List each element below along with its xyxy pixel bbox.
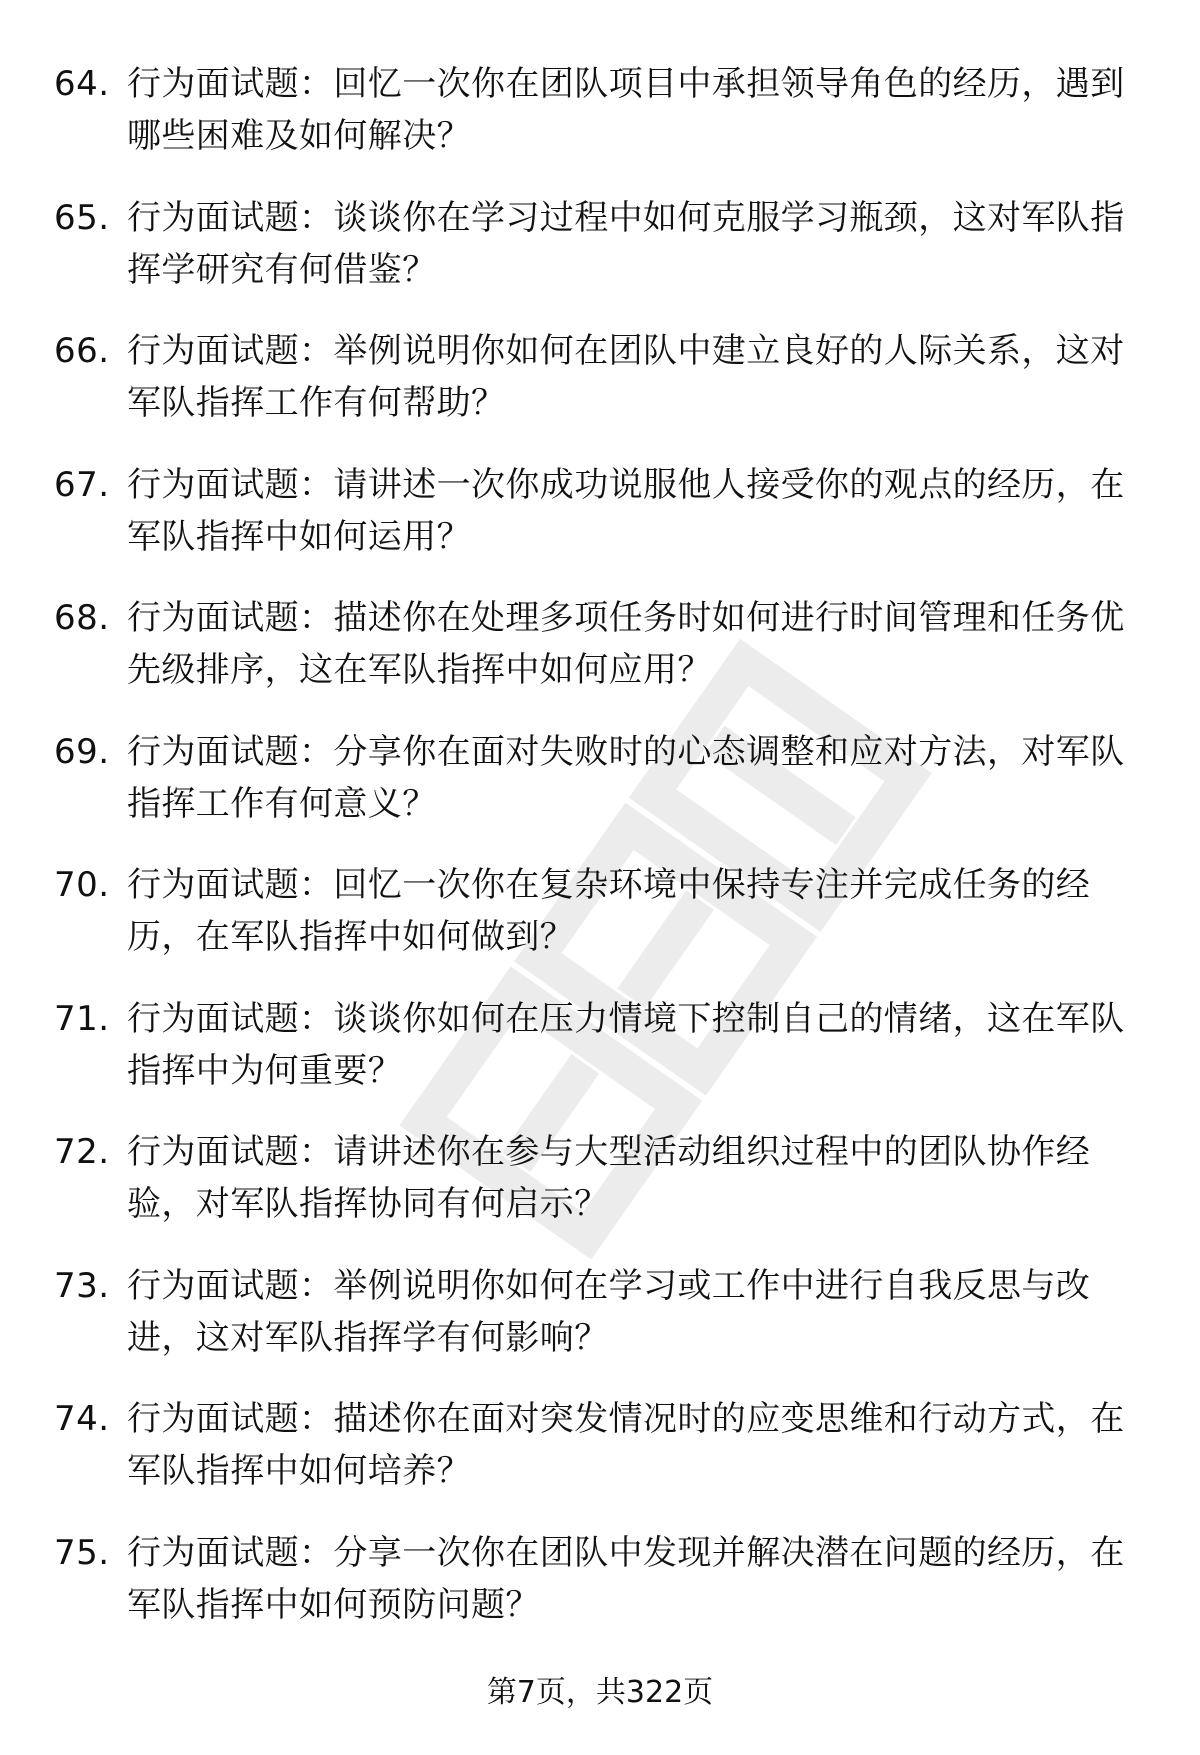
question-number: 70. (54, 865, 110, 905)
question-list (0, 58, 1200, 1660)
question-item (0, 192, 1200, 326)
question-text: 行为面试题：谈谈你如何在压力情境下控制自己的情绪，这在军队指挥中为何重要？ (127, 998, 1125, 1091)
question-item (0, 58, 1200, 192)
question-number: 75. (54, 1532, 110, 1573)
question-number: 72. (54, 1132, 110, 1172)
question-item (0, 993, 1200, 1127)
question-number: 64. (54, 64, 110, 104)
question-item (0, 1126, 1200, 1260)
question-text: 行为面试题：回忆一次你在复杂环境中保持专注并完成任务的经历，在军队指挥中如何做到？ (127, 865, 1091, 957)
question-number: 73. (54, 1265, 110, 1306)
question-item (0, 592, 1200, 726)
question-text: 行为面试题：请讲述一次你成功说服他人接受你的观点的经历，在军队指挥中如何运用？ (127, 464, 1125, 557)
question-number: 67. (54, 464, 110, 505)
question-number: 68. (54, 598, 110, 638)
page-footer (0, 1673, 1200, 1713)
question-text: 行为面试题：描述你在处理多项任务时如何进行时间管理和任务优先级排序，这在军队指挥中如何应用？ (127, 598, 1125, 690)
question-text: 行为面试题：举例说明你如何在团队中建立良好的人际关系，这对军队指挥工作有何帮助？ (127, 331, 1125, 423)
question-item (0, 1527, 1200, 1661)
page-number-label: 第7页，共322页 (486, 1675, 714, 1710)
question-text: 行为面试题：回忆一次你在团队项目中承担领导角色的经历，遇到哪些困难及如何解决？ (127, 64, 1125, 156)
question-number: 66. (54, 331, 110, 371)
question-item (0, 459, 1200, 593)
question-item (0, 1260, 1200, 1394)
question-text: 行为面试题：分享你在面对失败时的心态调整和应对方法，对军队指挥工作有何意义？ (127, 731, 1125, 824)
question-text: 行为面试题：谈谈你在学习过程中如何克服学习瓶颈，这对军队指挥学研究有何借鉴？ (127, 197, 1125, 290)
question-text: 行为面试题：举例说明你如何在学习或工作中进行自我反思与改进，这对军队指挥学有何影响？ (127, 1265, 1091, 1358)
question-number: 65. (54, 197, 110, 238)
question-text: 行为面试题：分享一次你在团队中发现并解决潜在问题的经历，在军队指挥中如何预防问题？ (127, 1532, 1125, 1625)
question-number: 74. (54, 1399, 110, 1439)
question-text: 行为面试题：请讲述你在参与大型活动组织过程中的团队协作经验，对军队指挥协同有何启示？ (127, 1132, 1091, 1224)
question-number: 71. (54, 998, 110, 1039)
question-text: 行为面试题：描述你在面对突发情况时的应变思维和行动方式，在军队指挥中如何培养？ (127, 1399, 1125, 1491)
question-item (0, 1393, 1200, 1527)
question-item (0, 726, 1200, 860)
question-number: 69. (54, 731, 110, 772)
question-item (0, 325, 1200, 459)
question-item (0, 859, 1200, 993)
